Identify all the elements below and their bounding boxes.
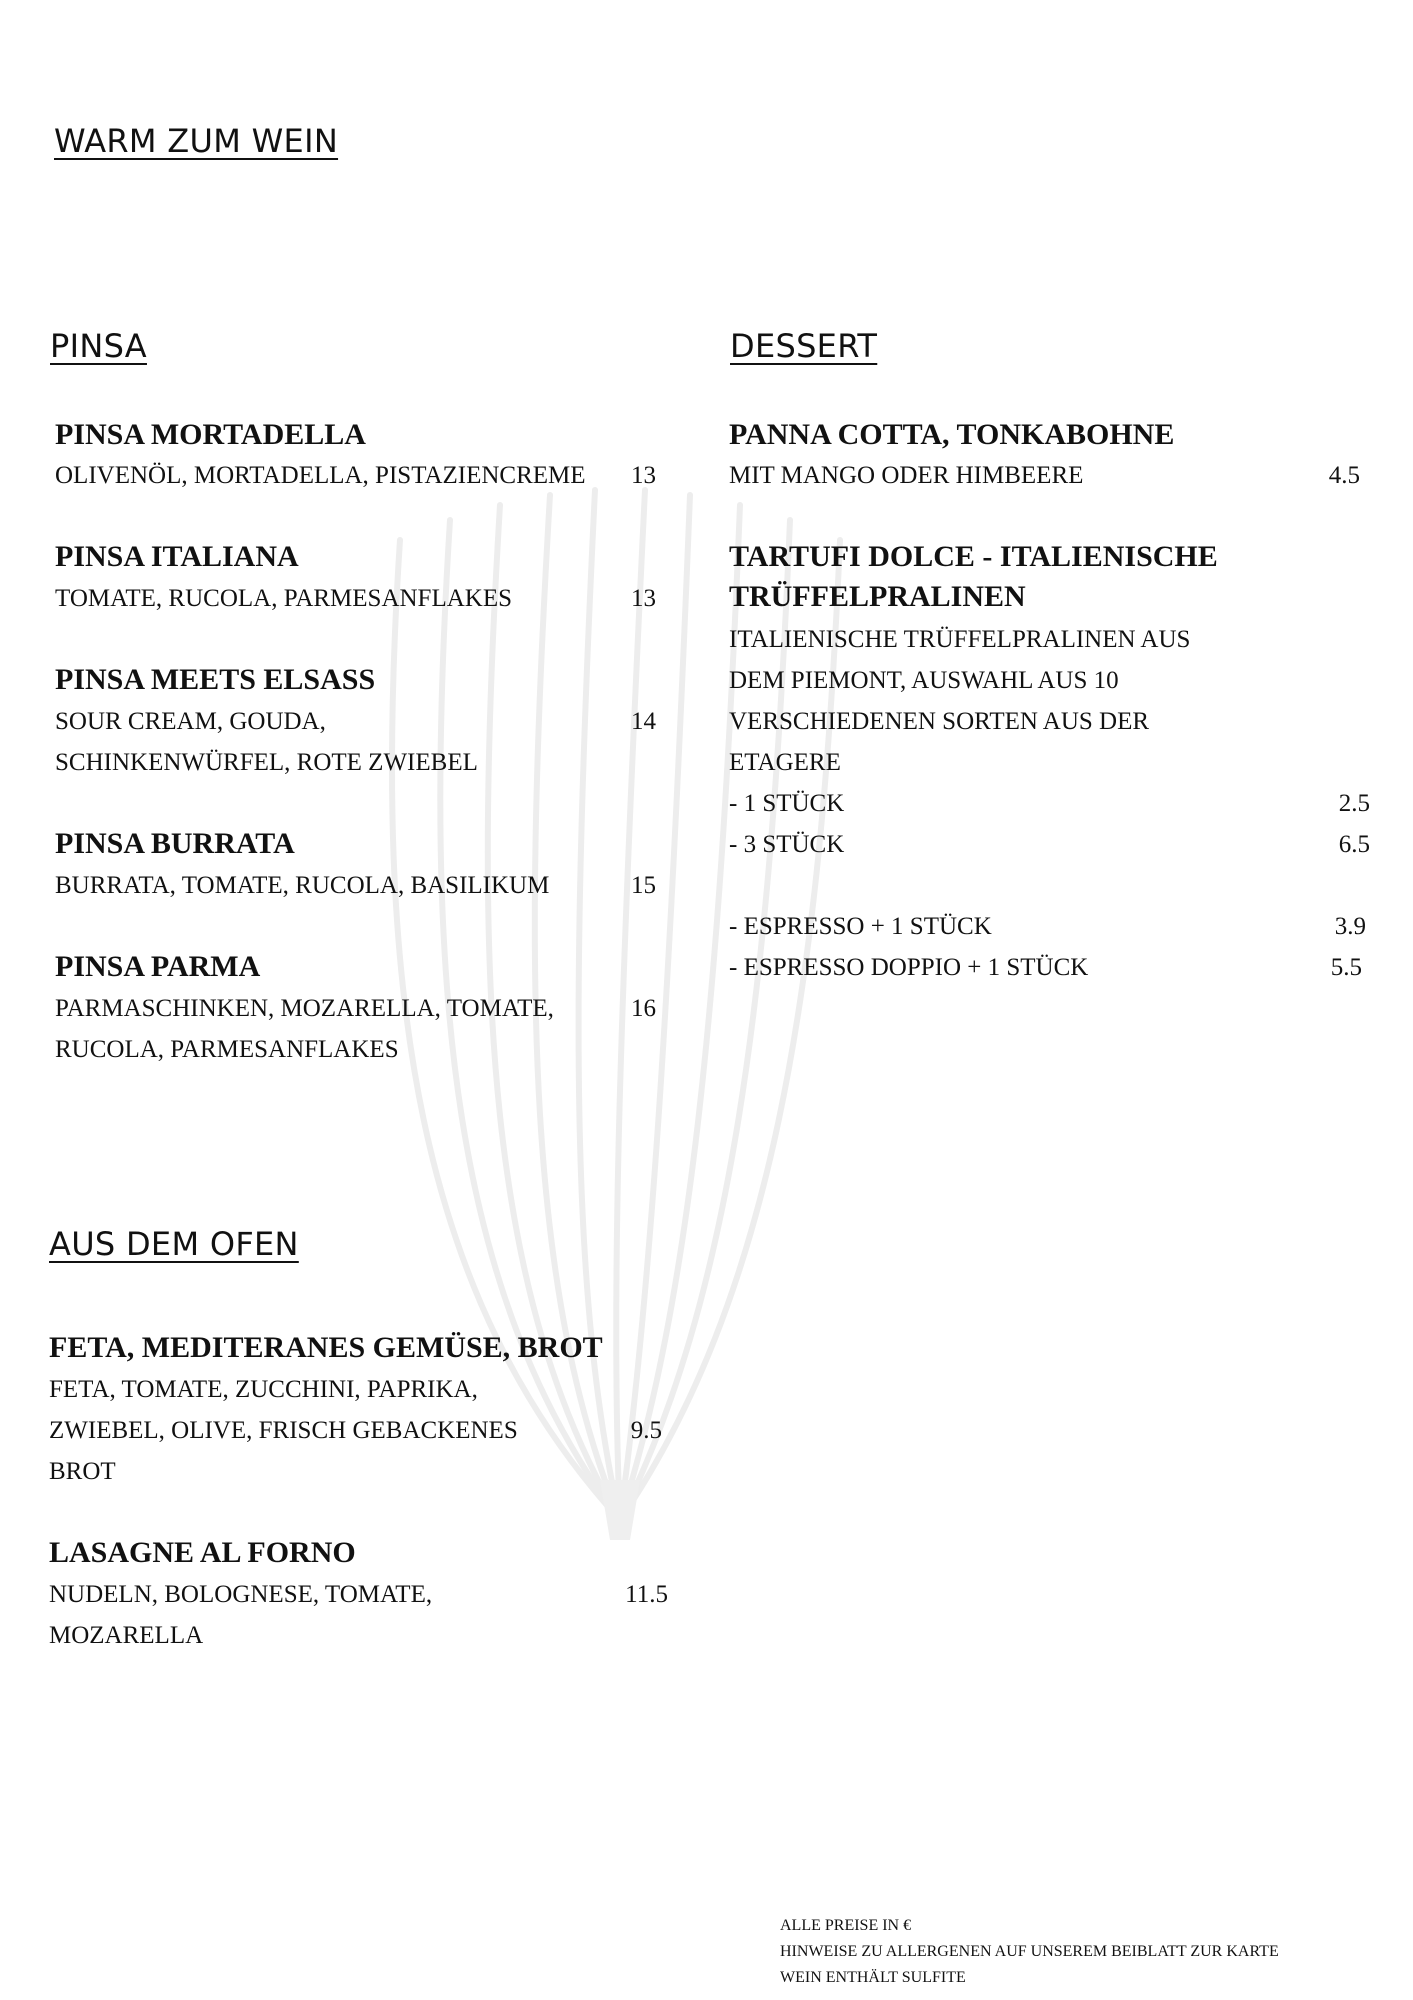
item-title: PINSA ITALIANA: [55, 540, 299, 573]
item-price: 9.5: [630, 1417, 662, 1444]
item-price: 14: [631, 708, 656, 735]
item-title: FETA, MEDITERANES GEMÜSE, BROT: [49, 1331, 603, 1364]
item-description: MIT MANGO ODER HIMBEERE: [729, 462, 1084, 489]
dessert-option-price: 2.5: [1338, 790, 1370, 817]
item-description: PARMASCHINKEN, MOZARELLA, TOMATE, RUCOLA, PARMESANFLAKES: [55, 995, 554, 1063]
item-description: FETA, TOMATE, ZUCCHINI, PAPRIKA, ZWIEBEL, OLIVE, FRISCH GEBACKENES BROT: [49, 1376, 518, 1485]
item-description: BURRATA, TOMATE, RUCOLA, BASILIKUM: [55, 872, 550, 899]
item-title: PINSA BURRATA: [55, 827, 295, 860]
item-price: 4.5: [1328, 462, 1360, 489]
item-title: PINSA PARMA: [55, 950, 261, 983]
footer-notes: [780, 1913, 1279, 1991]
dessert-option: - 1 STÜCK: [729, 790, 845, 817]
item-description: SOUR CREAM, GOUDA, SCHINKENWÜRFEL, ROTE ZWIEBEL: [55, 708, 478, 776]
ofen-heading: AUS DEM OFEN: [49, 1225, 299, 1263]
dessert-option-price: 6.5: [1338, 831, 1370, 858]
page-title: WARM ZUM WEIN: [54, 122, 339, 160]
dessert-option-price: 5.5: [1330, 954, 1362, 981]
item-price: 11.5: [625, 1581, 668, 1608]
item-description: TOMATE, RUCOLA, PARMESANFLAKES: [55, 585, 513, 612]
footer-line: ALLE PREISE IN €: [780, 1917, 912, 1934]
footer-line: HINWEISE ZU ALLERGENEN AUF UNSEREM BEIBLATT ZUR KARTE: [780, 1943, 1279, 1960]
dessert-option: - ESPRESSO + 1 STÜCK: [729, 913, 992, 940]
item-description: ITALIENISCHE TRÜFFELPRALINEN AUS DEM PIEMONT, AUSWAHL AUS 10 VERSCHIEDENEN SORTEN AUS DER ETAGERE: [729, 626, 1191, 776]
item-price: 13: [631, 585, 656, 612]
item-price: 13: [631, 462, 656, 489]
item-title: PINSA MEETS ELSASS: [55, 663, 376, 696]
item-title: PINSA MORTADELLA: [55, 418, 366, 451]
item-description: OLIVENÖL, MORTADELLA, PISTAZIENCREME: [55, 462, 586, 489]
dessert-option: - 3 STÜCK: [729, 831, 845, 858]
item-price: 16: [631, 995, 656, 1022]
dessert-option-price: 3.9: [1334, 913, 1366, 940]
dessert-option: - ESPRESSO DOPPIO + 1 STÜCK: [729, 954, 1089, 981]
footer-line: WEIN ENTHÄLT SULFITE: [780, 1969, 966, 1986]
item-title: LASAGNE AL FORNO: [49, 1536, 356, 1569]
item-title: PANNA COTTA, TONKABOHNE: [729, 418, 1175, 451]
item-price: 15: [631, 872, 656, 899]
pinsa-heading: PINSA: [50, 327, 147, 365]
item-title: TARTUFI DOLCE - ITALIENISCHE TRÜFFELPRALINEN: [729, 540, 1218, 613]
dessert-heading: DESSERT: [730, 327, 878, 365]
item-description: NUDELN, BOLOGNESE, TOMATE, MOZARELLA: [49, 1581, 433, 1649]
